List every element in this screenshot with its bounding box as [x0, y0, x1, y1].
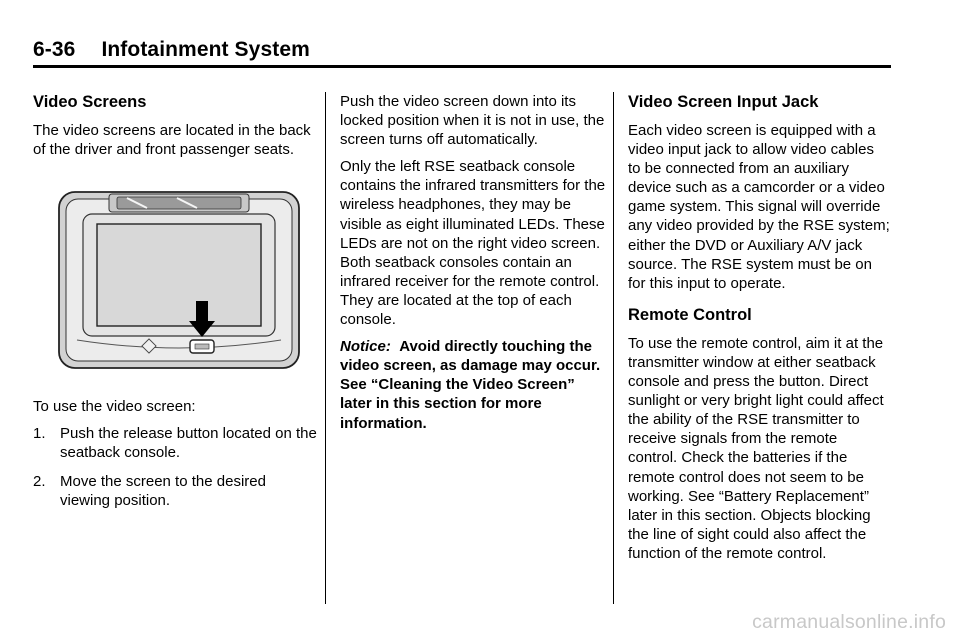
- infrared-paragraph: Only the left RSE seatback console contains the infrared transmitters for the wireless headphones, they may be visible as eight illuminated LEDs. These LEDs are not on the right video screen. Both seatback consoles contain an infrared receiver for the remote control. They are located at the top of each console.: [340, 158, 606, 329]
- locked-position-paragraph: Push the video screen down into its locked position when it is not in use, the screen turns off automatically.: [340, 93, 605, 149]
- watermark: carmanualsonline.info: [752, 611, 946, 633]
- header-rule: [33, 65, 891, 68]
- remote-control-heading: Remote Control: [628, 305, 752, 324]
- column-divider: [613, 92, 614, 604]
- step-text: Move the screen to the desired viewing position.: [60, 472, 266, 509]
- page-header: [33, 38, 891, 62]
- column-middle: [340, 92, 608, 441]
- use-instruction: To use the video screen:: [33, 398, 196, 416]
- column-left: [33, 90, 318, 519]
- column-divider: [325, 92, 326, 604]
- step-number: 1.: [33, 425, 46, 443]
- step-list: [33, 424, 318, 509]
- page-number: 6-36: [33, 38, 76, 61]
- video-screens-intro: The video screens are located in the back of the driver and front passenger seats.: [33, 122, 311, 159]
- video-screens-heading: Video Screens: [33, 93, 147, 111]
- notice-label: Notice:: [340, 338, 391, 356]
- column-right: [628, 90, 890, 571]
- video-screen-illustration: [57, 190, 301, 370]
- step-text: Push the release button located on the seatback console.: [60, 425, 317, 462]
- list-item: [33, 424, 318, 462]
- notice-text: Avoid directly touching the video screen, as damage may occur. See “Cleaning the Video Screen” later in this section for more information.: [340, 338, 601, 432]
- notice-paragraph: [340, 337, 608, 432]
- step-number: 2.: [33, 472, 46, 490]
- input-jack-heading: Video Screen Input Jack: [628, 93, 819, 111]
- list-item: [33, 472, 318, 510]
- section-title: Infotainment System: [101, 38, 310, 61]
- remote-control-paragraph: To use the remote control, aim it at the transmitter window at either seatback console and press the button. Direct sunlight or very bright light could affect the ability of the RSE transmitter to receive signals from the remote control. Check the batteries if the remote control does not seem to be working. See “Battery Replacement” later in this section. Objects blocking the line of sight could also affect the function of the remote control.: [628, 334, 884, 562]
- input-jack-paragraph: Each video screen is equipped with a video input jack to allow video cables to be connected from an auxiliary device such as a camcorder or a video game system. This signal will override any video provided by the RSE system; either the DVD or Auxiliary A/V jack source. The RSE system must be on for this input to operate.: [628, 122, 890, 292]
